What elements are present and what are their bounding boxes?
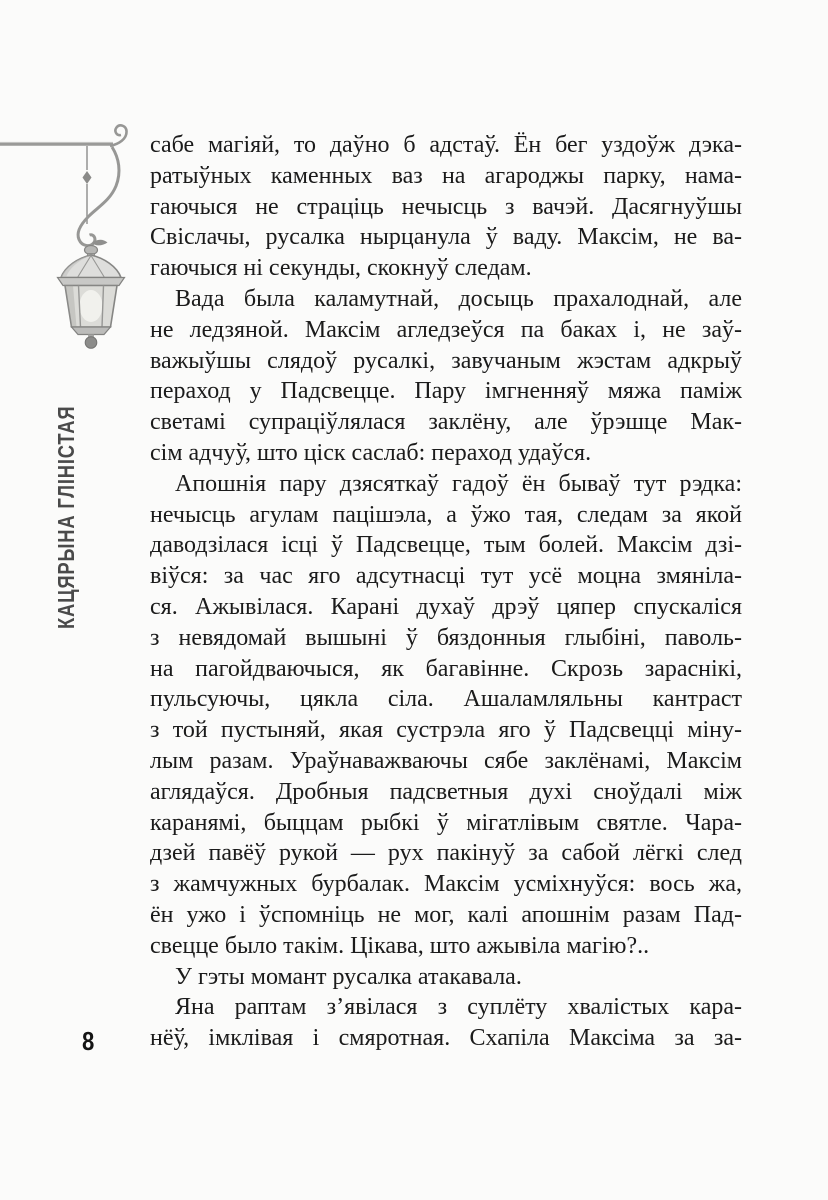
text-line: дзей павёў рукой — рух пакінуў за сабой лёгкі след: [150, 840, 742, 867]
text-column: [150, 130, 742, 1054]
text-line: гаючыся не страціць нечысць з вачэй. Дасягнуўшы: [150, 193, 742, 220]
text-line: сабе магіяй, то даўно б адстаў. Ён бег уздоўж дэка-: [150, 132, 742, 158]
text-line: не ледзяной. Максім агледзеўся па баках і, не заў-: [150, 316, 742, 343]
text-line: Свіслачы, русалка нырцанула ў ваду. Максім, не ва-: [150, 224, 742, 251]
text-line: ён ужо і ўспомніць не мог, калі апошнім разам Пад-: [150, 901, 742, 928]
text-line: нечысць агулам пацішэла, а ўжо тая, следам за якой: [150, 501, 742, 528]
text-line: на пагойдваючыся, як багавінне. Скрозь зараснікі,: [150, 655, 742, 682]
author-name-label: КАЦЯРЫНА ГЛІНІСТАЯ: [53, 405, 79, 629]
text-line: каранямі, быццам рыбкі ў мігатлівым святле. Чара-: [150, 809, 742, 836]
text-line: Апошнія пару дзясяткаў гадоў ён бываў тут рэдка:: [175, 470, 742, 497]
text-line: лым разам. Ураўнаважваючы сябе заклёнамі, Максім: [150, 747, 742, 774]
text-line: Вада была каламутнай, досыць прахалоднай, але: [175, 285, 742, 312]
text-line: аглядаўся. Дробныя падсветныя духі сноўдалі між: [150, 778, 742, 805]
text-line: гаючыся ні секунды, скокнуў следам.: [150, 255, 532, 282]
text-line: даводзілася ісці ў Падсвецце, тым болей. Максім дзі-: [150, 532, 742, 559]
page-number: 8: [82, 1026, 95, 1056]
text-line: сім адчуў, што ціск саслаб: пераход удаўся.: [150, 439, 592, 466]
text-line: з невядомай вышыні ў бяздонныя глыбіні, паволь-: [150, 624, 742, 651]
text-line: ся. Ажывілася. Карані духаў дрэў цяпер спускаліся: [150, 593, 742, 620]
text-line: з той пустыняй, якая сустрэла яго ў Падсвецці міну-: [150, 717, 742, 744]
text-line: светамі супраціўлялася заклёну, але ўрэшце Мак-: [150, 409, 742, 436]
text-line: нёў, імклівая і смяротная. Схапіла Максіма за за-: [150, 1025, 742, 1052]
text-line: пераход у Падсвецце. Пару імгненняў мяжа паміж: [150, 378, 742, 405]
hanging-lantern-icon: [0, 120, 140, 355]
text-line: пульсуючы, цякла сіла. Ашаламляльны кантраст: [150, 686, 742, 713]
text-line: віўся: за час яго адсутнасці тут усё моцна змяніла-: [150, 563, 742, 590]
text-line: Яна раптам з’явілася з суплёту хвалістых кара-: [175, 994, 742, 1021]
text-line: важыўшы слядоў русалкі, завучаным жэстам адкрыў: [150, 347, 742, 374]
text-line: з жамчужных бурбалак. Максім усміхнуўся: вось жа,: [150, 871, 742, 898]
text-line: У гэты момант русалка атакавала.: [175, 963, 522, 990]
text-line: свецце было такім. Цікава, што ажывіла магію?..: [150, 932, 650, 959]
text-line: ратыўных каменных ваз на агароджы парку, нама-: [150, 162, 742, 189]
